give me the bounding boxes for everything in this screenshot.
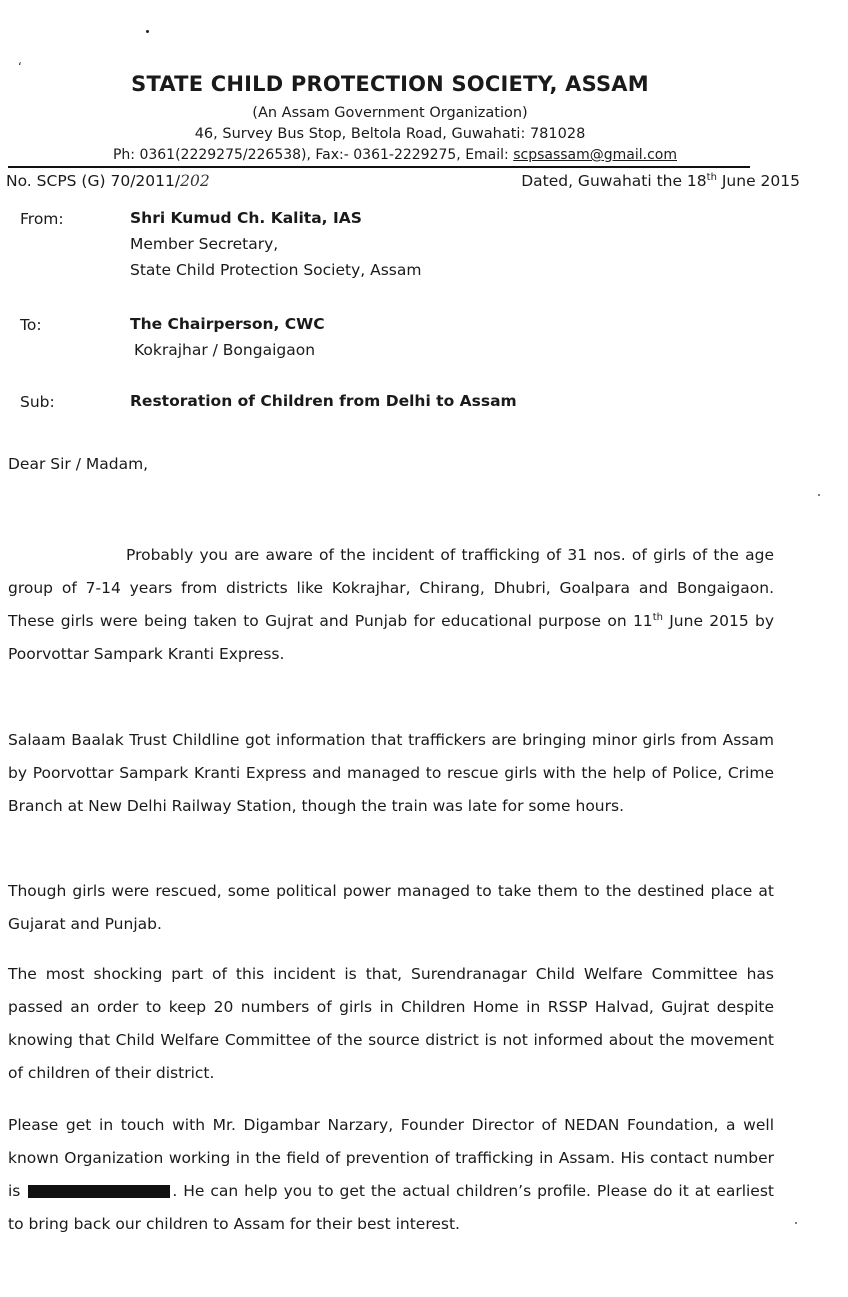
paragraph-1-text: Probably you are aware of the incident of trafficking of 31 nos. of girls of the age group of 7-14 years from districts like Kokrajhar, Chirang, Dhubri, Goalpara and Bongaigaon. These girls were being taken to Gujrat and Punjab for educational purpose on 11 — [8, 546, 774, 630]
organization-address: 46, Survey Bus Stop, Beltola Road, Guwahati: 781028 — [194, 126, 586, 142]
salutation: Dear Sir / Madam, — [8, 455, 149, 473]
sender-name: Shri Kumud Ch. Kalita, IAS — [130, 209, 362, 227]
from-label: From: — [20, 210, 64, 228]
body-paragraph-1 — [8, 539, 774, 671]
scan-mark: ‘ — [18, 60, 22, 74]
letterhead-divider — [8, 166, 750, 168]
handwritten-number: 202 — [180, 172, 210, 190]
to-block — [130, 311, 325, 363]
paragraph-5-text-end: . He can help you to get the actual children’s profile. Please do it at earliest to bring back our children to Assam for their best interest. — [8, 1182, 774, 1233]
letter-date — [521, 172, 800, 190]
subject-text: Restoration of Children from Delhi to Assam — [130, 392, 517, 410]
body-paragraph-5 — [8, 1109, 774, 1241]
organization-title: STATE CHILD PROTECTION SOCIETY, ASSAM — [131, 72, 649, 96]
sender-designation: Member Secretary, — [130, 235, 279, 253]
subject-label: Sub: — [20, 393, 55, 411]
recipient-name: The Chairperson, CWC — [130, 315, 325, 333]
redacted-phone-number — [28, 1185, 170, 1198]
sender-organization: State Child Protection Society, Assam — [130, 261, 422, 279]
subject-block — [130, 388, 517, 414]
date-suffix: June 2015 — [716, 172, 800, 191]
organization-contact — [40, 147, 750, 163]
date-ordinal: th — [706, 172, 717, 183]
body-paragraph-4: The most shocking part of this incident is that, Surendranagar Child Welfare Committee has passed an order to keep 20 numbers of girls in Children Home in RSSP Halvad, Gujrat despite knowing that Child Welfare Committee of the source district is not informed about the movement of children of their district. — [8, 965, 774, 1082]
contact-phone-fax: Ph: 0361(2229275/226538), Fax:- 0361-2229275, Email: — [112, 147, 514, 163]
paragraph-5-text: Please get in touch with Mr. Digambar Narzary, Founder Director of NEDAN Foundation, a well known Organization working in the field of prevention of trafficking in Assam. His contact number is — [8, 1116, 774, 1200]
scan-speck — [795, 1222, 797, 1224]
recipient-place: Kokrajhar / Bongaigaon — [134, 341, 316, 359]
paragraph-1-ordinal: th — [652, 611, 663, 623]
from-block — [130, 205, 421, 283]
scan-speck — [146, 30, 149, 33]
paragraph-1-text-end: June 2015 by Poorvottar Sampark Kranti Express. — [8, 612, 775, 663]
body-paragraph-3: Though girls were rescued, some political power managed to take them to the destined place at Gujarat and Punjab. — [8, 882, 774, 933]
scan-speck — [818, 494, 820, 496]
contact-email: scpsassam@gmail.com — [513, 147, 678, 163]
organization-subtitle: (An Assam Government Organization) — [252, 105, 528, 121]
date-prefix: Dated, Guwahati the 18 — [521, 172, 707, 191]
reference-number-text: No. SCPS (G) 70/2011/ — [6, 172, 181, 190]
reference-number — [6, 172, 210, 190]
to-label: To: — [20, 316, 42, 334]
body-paragraph-2: Salaam Baalak Trust Childline got information that traffickers are bringing minor girls from Assam by Poorvottar Sampark Kranti Express and managed to rescue girls with the help of Police, Crime Branch at New Delhi Railway Station, though the train was late for some hours. — [8, 731, 774, 815]
